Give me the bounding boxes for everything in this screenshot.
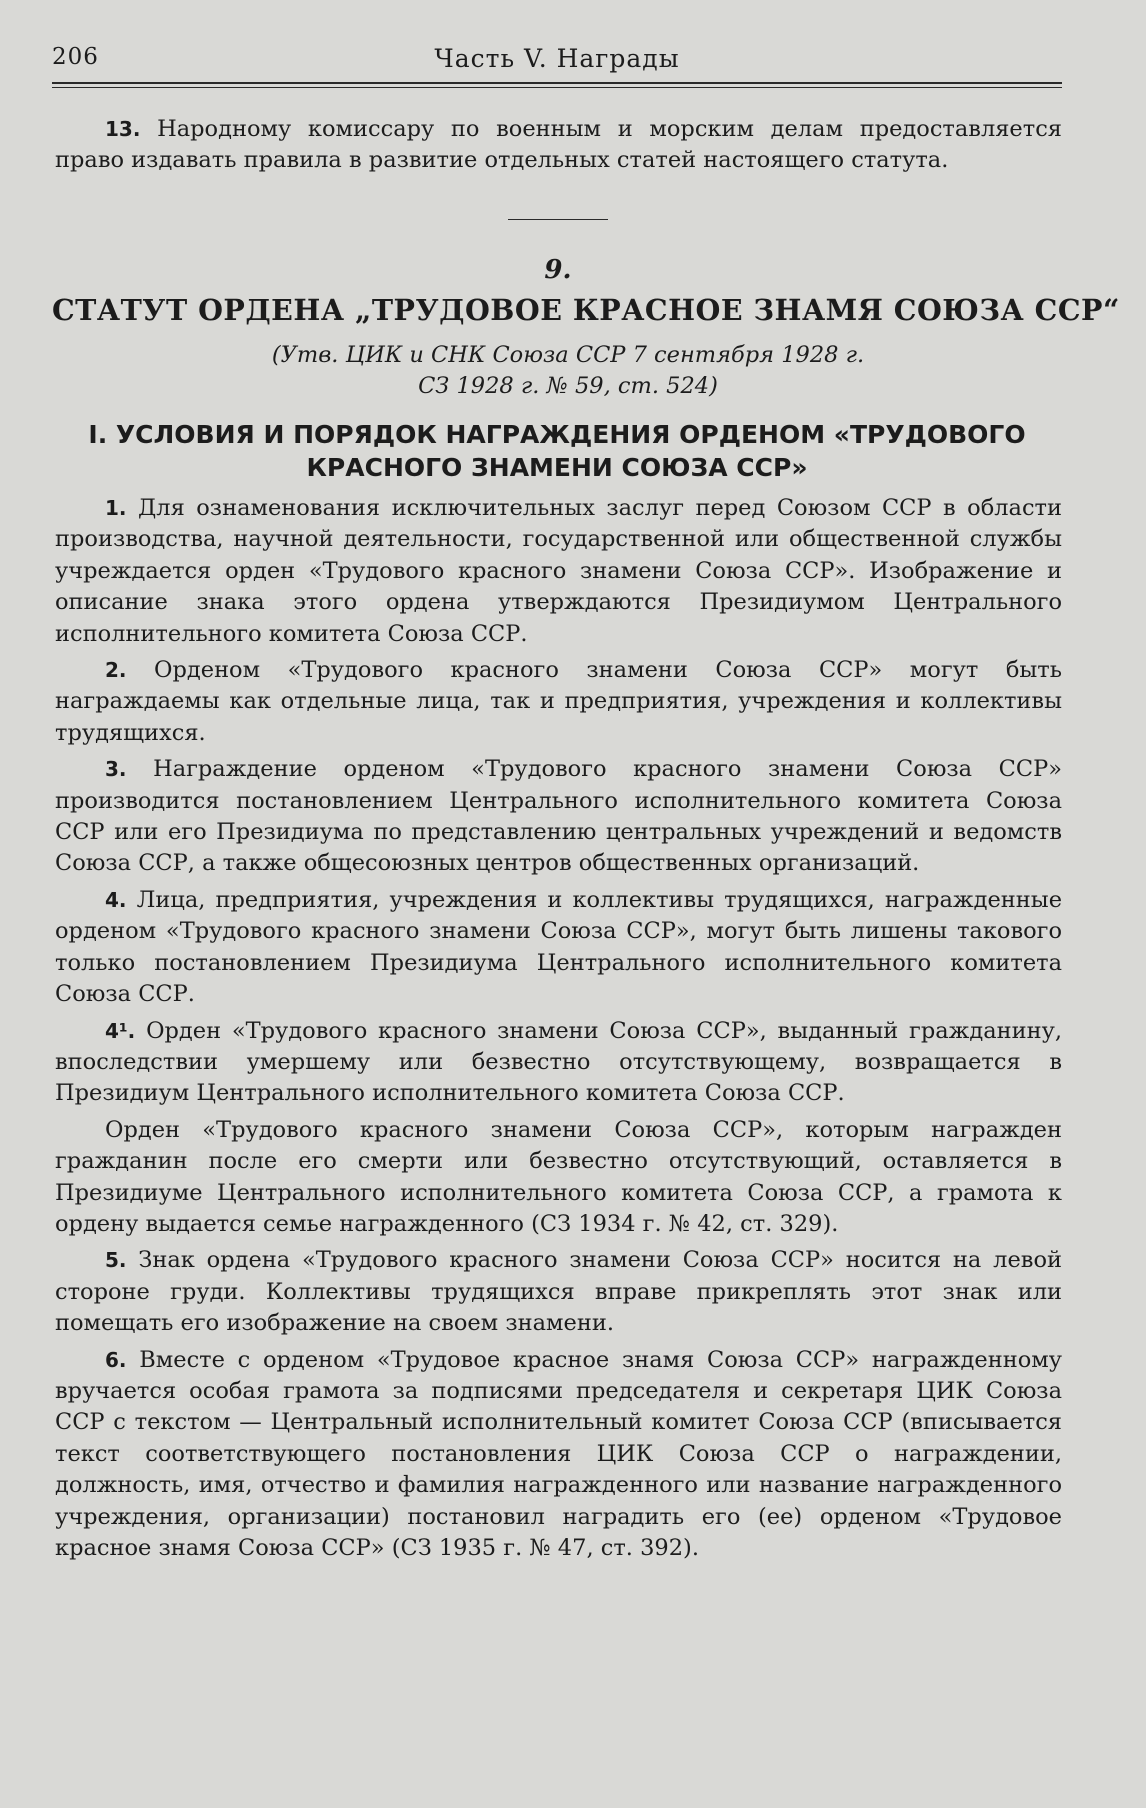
section-heading-line-1: I. УСЛОВИЯ И ПОРЯДОК НАГРАЖДЕНИЯ ОРДЕНОМ «ТРУДОВОГО bbox=[88, 420, 1026, 449]
document-title: СТАТУТ ОРДЕНА „ТРУДОВОЕ КРАСНОЕ ЗНАМЯ СОЮЗА ССР“ bbox=[52, 293, 1120, 327]
running-head bbox=[52, 40, 1062, 80]
articles bbox=[55, 493, 1062, 1569]
article-text: Орден «Трудового красного знамени Союза ССР», которым награжден гражданин после его смерти или безвестно отсутствующий, оставляется в Президиуме Центрального исполнительного комитета Союза ССР, а грамота к ордену выдается семье награжденного (СЗ 1934 г. № 42, ст. 329). bbox=[55, 1116, 1062, 1237]
article-text: Орденом «Трудового красного знамени Союза ССР» могут быть награждаемы как отдельные лица, так и предприятия, учреждения и коллективы трудящихся. bbox=[55, 657, 1063, 746]
article-text: Народному комиссару по военным и морским делам предоставляется право издавать правила в развитие отдельных статей настоящего статута. bbox=[55, 116, 1062, 174]
document-number: 9. bbox=[544, 255, 572, 285]
article-text: Знак ордена «Трудового красного знамени Союза ССР» носится на левой стороне груди. Коллективы трудящихся вправе прикреплять этот знак или помещать его изображение на своем знамени. bbox=[55, 1247, 1062, 1337]
article-number: 4. bbox=[105, 887, 127, 912]
article-text: Вместе с орденом «Трудовое красное знамя Союза ССР» награжденному вручается особая грамота за подписями председателя и секретаря ЦИК Союза ССР с текстом — Центральный исполнительный комитет Союза ССР (вписывается текст соответствующего постановления ЦИК Союза ССР о награждении, должность, имя, отчество и фамилия награжденного или название награжденного учреждения, организации) постановил наградить его (ее) орденом «Трудовое красное знамя Союза ССР» (СЗ 1935 г. № 47, ст. 392). bbox=[55, 1346, 1062, 1561]
approval-line-2: СЗ 1928 г. № 59, ст. 524) bbox=[418, 373, 718, 399]
article-number: 2. bbox=[105, 658, 127, 683]
article-number: 6. bbox=[105, 1347, 127, 1372]
article-number: 4¹. bbox=[105, 1018, 136, 1043]
article-text: Орден «Трудового красного знамени Союза ССР», выданный гражданину, впоследствии умершему или безвестно отсутствующему, возвращается в Президиум Центрального исполнительного комитета Союза ССР. bbox=[55, 1017, 1063, 1107]
article-continuation bbox=[55, 1115, 1062, 1241]
article-number: 1. bbox=[105, 496, 127, 520]
article-number: 3. bbox=[105, 757, 127, 782]
section-heading bbox=[52, 418, 1062, 484]
article bbox=[55, 885, 1062, 1011]
article-text: Для ознаменования исключительных заслуг перед Союзом ССР в области производства, научной деятельности, государственной или общественной службы учреждается орден «Трудового красного знамени Союза ССР». Изображение и описание знака этого ордена утверждаются Президиумом Центрального исполнительного комитета Союза ССР. bbox=[55, 495, 1062, 647]
article bbox=[55, 754, 1062, 880]
article-13 bbox=[55, 114, 1062, 177]
approval-line-1: (Утв. ЦИК и СНК Союза ССР 7 сентября 1928 г. bbox=[271, 342, 865, 368]
article-number: 5. bbox=[105, 1248, 127, 1273]
article bbox=[55, 493, 1062, 650]
preceding-article bbox=[55, 114, 1062, 177]
article-number: 13. bbox=[105, 117, 141, 141]
article-text: Награждение орденом «Трудового красного знамени Союза ССР» производится постановлением Центрального исполнительного комитета Союза ССР или его Президиума по представлению центральных учреждений и ведомств Союза ССР, а также общесоюзных центров общественных организаций. bbox=[55, 756, 1062, 877]
approval-note bbox=[120, 340, 1016, 402]
article bbox=[55, 655, 1062, 749]
article-text: Лица, предприятия, учреждения и коллективы трудящихся, награжденные орденом «Трудового красного знамени Союза ССР», могут быть лишены такового только постановлением Президиума Центрального исполнительного комитета Союза ССР. bbox=[55, 886, 1063, 1008]
article bbox=[55, 1345, 1062, 1565]
separator-rule bbox=[508, 219, 608, 220]
article bbox=[55, 1016, 1062, 1110]
header-rule bbox=[52, 82, 1062, 88]
section-heading-line-2: КРАСНОГО ЗНАМЕНИ СОЮЗА ССР» bbox=[306, 453, 808, 482]
running-title: Часть V. Награды bbox=[434, 44, 680, 73]
article bbox=[55, 1245, 1062, 1339]
page-number: 206 bbox=[52, 44, 99, 70]
